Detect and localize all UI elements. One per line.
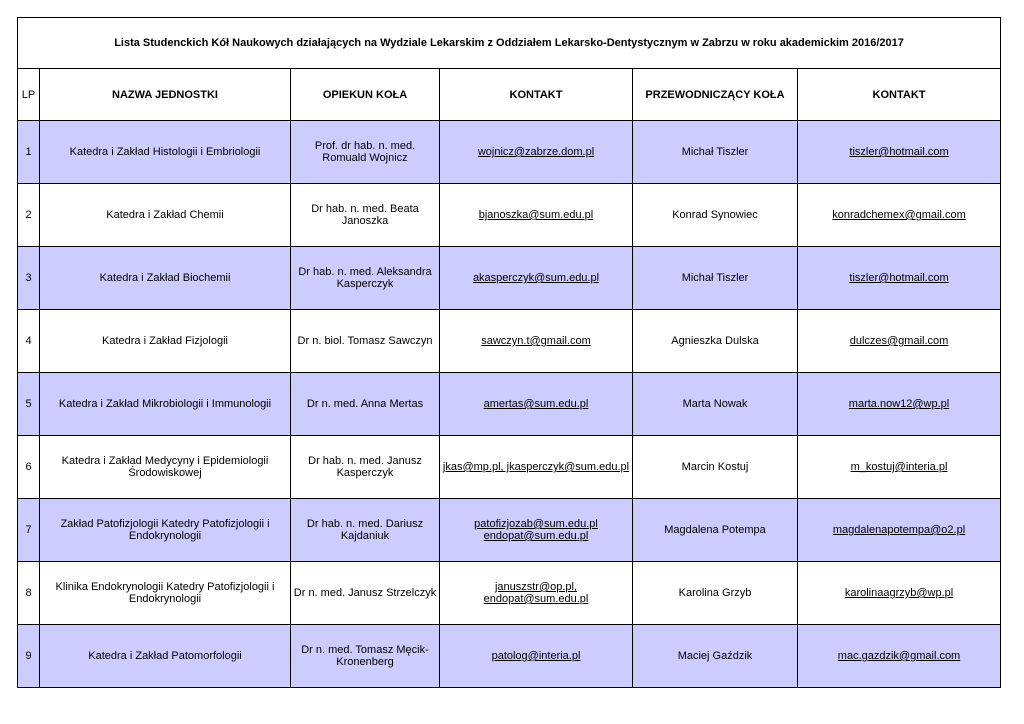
- supervisor-name-cell: [291, 247, 440, 310]
- unit-name-cell: [40, 436, 291, 499]
- supervisor-name-cell: [291, 121, 440, 184]
- unit-name-cell: [40, 310, 291, 373]
- table-row: [18, 121, 1001, 184]
- supervisor-email-link[interactable]: patolog@interia.pl: [491, 650, 581, 662]
- supervisor-email-link-cell: [440, 373, 633, 436]
- supervisor-name: Dr n. biol. Tomasz Sawczyn: [297, 335, 433, 347]
- header-row: [18, 69, 1001, 121]
- supervisor-name: Dr hab. n. med. Janusz Kasperczyk: [308, 455, 422, 479]
- unit-name-cell: [40, 373, 291, 436]
- row-number-cell: [18, 562, 40, 625]
- chair-email-link-cell: [798, 310, 1001, 373]
- supervisor-name-cell: [291, 310, 440, 373]
- row-number-cell: [18, 625, 40, 688]
- chair-email-link[interactable]: tiszler@hotmail.com: [849, 272, 949, 284]
- chair-name: Michał Tiszler: [681, 272, 749, 284]
- unit-name: Katedra i Zakład Chemii: [106, 209, 224, 221]
- chair-name: Maciej Gaździk: [677, 650, 753, 662]
- unit-name: Katedra i Zakład Fizjologii: [102, 335, 228, 347]
- row-number-cell: [18, 373, 40, 436]
- unit-name: Katedra i Zakład Biochemii: [99, 272, 231, 284]
- supervisor-email-link-cell: [440, 247, 633, 310]
- unit-name: Klinika Endokrynologii Katedry Patofizjologii i Endokrynologii: [55, 581, 275, 605]
- row-number-cell: [18, 121, 40, 184]
- chair-email-link-cell: [798, 373, 1001, 436]
- supervisor-name: Dr hab. n. med. Aleksandra Kasperczyk: [298, 266, 432, 290]
- supervisor-email-link[interactable]: sawczyn.t@gmail.com: [481, 335, 591, 347]
- chair-name-cell: [633, 310, 798, 373]
- unit-name-cell: [40, 247, 291, 310]
- header-chair: PRZEWODNICZĄCY KOŁA: [633, 69, 798, 121]
- row-number: 9: [25, 650, 32, 662]
- chair-email-link[interactable]: m_kostuj@interia.pl: [850, 461, 948, 473]
- chair-email-link[interactable]: marta.now12@wp.pl: [848, 398, 950, 410]
- chair-email-link[interactable]: tiszler@hotmail.com: [849, 146, 949, 158]
- header-unit: NAZWA JEDNOSTKI: [40, 69, 291, 121]
- chair-email-link[interactable]: karolinaagrzyb@wp.pl: [844, 587, 954, 599]
- table-row: [18, 247, 1001, 310]
- table-row: [18, 562, 1001, 625]
- table-row: [18, 625, 1001, 688]
- supervisor-email-link[interactable]: patofizjozab@sum.edu.pl endopat@sum.edu.pl: [474, 518, 598, 542]
- supervisor-email-link[interactable]: akasperczyk@sum.edu.pl: [472, 272, 600, 284]
- chair-name-cell: [633, 247, 798, 310]
- table-row: [18, 310, 1001, 373]
- chair-name-cell: [633, 373, 798, 436]
- chair-email-link[interactable]: mac.gazdzik@gmail.com: [837, 650, 961, 662]
- supervisor-email-link-cell: [440, 499, 633, 562]
- chair-name-cell: [633, 184, 798, 247]
- supervisor-name: Prof. dr hab. n. med. Romuald Wojnicz: [314, 140, 416, 164]
- table-row: [18, 184, 1001, 247]
- chair-name: Konrad Synowiec: [672, 209, 758, 221]
- supervisor-name-cell: [291, 625, 440, 688]
- header-lp: LP: [18, 69, 40, 121]
- header-contact-supervisor: KONTAKT: [440, 69, 633, 121]
- table-row: [18, 373, 1001, 436]
- unit-name-cell: [40, 625, 291, 688]
- unit-name-cell: [40, 184, 291, 247]
- unit-name-cell: [40, 499, 291, 562]
- supervisor-name: Dr hab. n. med. Dariusz Kajdaniuk: [306, 518, 424, 542]
- chair-name: Magdalena Potempa: [664, 524, 766, 536]
- supervisor-email-link[interactable]: jkas@mp.pl, jkasperczyk@sum.edu.pl: [442, 461, 630, 473]
- chair-name-cell: [633, 436, 798, 499]
- chair-name: Marcin Kostuj: [681, 461, 749, 473]
- supervisor-name-cell: [291, 562, 440, 625]
- chair-email-link[interactable]: konradchemex@gmail.com: [832, 209, 966, 221]
- supervisor-name: Dr n. med. Anna Mertas: [306, 398, 424, 410]
- chair-email-link-cell: [798, 121, 1001, 184]
- supervisor-email-link-cell: [440, 436, 633, 499]
- row-number: 5: [25, 398, 32, 410]
- row-number: 8: [25, 587, 32, 599]
- supervisor-email-link-cell: [440, 625, 633, 688]
- supervisor-name: Dr n. med. Janusz Strzelczyk: [293, 587, 437, 599]
- chair-email-link-cell: [798, 247, 1001, 310]
- supervisor-name-cell: [291, 184, 440, 247]
- row-number: 4: [25, 335, 32, 347]
- header-supervisor: OPIEKUN KOŁA: [291, 69, 440, 121]
- row-number: 1: [25, 146, 32, 158]
- chair-name: Agnieszka Dulska: [671, 335, 759, 347]
- row-number-cell: [18, 247, 40, 310]
- unit-name-cell: [40, 121, 291, 184]
- chair-email-link-cell: [798, 562, 1001, 625]
- unit-name-cell: [40, 562, 291, 625]
- supervisor-email-link[interactable]: januszstr@op.pl, endopat@sum.edu.pl: [483, 581, 589, 605]
- unit-name: Katedra i Zakład Patomorfologii: [88, 650, 242, 662]
- supervisor-name-cell: [291, 499, 440, 562]
- supervisor-email-link-cell: [440, 562, 633, 625]
- student-circles-table: [17, 17, 1001, 688]
- supervisor-email-link-cell: [440, 310, 633, 373]
- chair-email-link-cell: [798, 184, 1001, 247]
- supervisor-name-cell: [291, 373, 440, 436]
- unit-name: Katedra i Zakład Mikrobiologii i Immunologii: [58, 398, 272, 410]
- table-row: [18, 436, 1001, 499]
- unit-name: Zakład Patofizjologii Katedry Patofizjologii i Endokrynologii: [60, 518, 270, 542]
- supervisor-email-link-cell: [440, 184, 633, 247]
- row-number: 2: [25, 209, 32, 221]
- supervisor-name: Dr n. med. Tomasz Męcik-Kronenberg: [301, 644, 429, 668]
- chair-name-cell: [633, 499, 798, 562]
- row-number-cell: [18, 499, 40, 562]
- chair-email-link-cell: [798, 625, 1001, 688]
- chair-name: Michał Tiszler: [681, 146, 749, 158]
- header-contact-chair: KONTAKT: [798, 69, 1001, 121]
- supervisor-email-link[interactable]: amertas@sum.edu.pl: [483, 398, 589, 410]
- chair-name-cell: [633, 625, 798, 688]
- table-title: Lista Studenckich Kół Naukowych działających na Wydziale Lekarskim z Oddziałem Lekarsko-Dentystycznym w Zabrzu w roku akademickim 2016/2017: [18, 18, 1001, 69]
- chair-name-cell: [633, 121, 798, 184]
- supervisor-email-link[interactable]: bjanoszka@sum.edu.pl: [478, 209, 594, 221]
- chair-email-link[interactable]: magdalenapotempa@o2.pl: [832, 524, 966, 536]
- title-row: [18, 18, 1001, 69]
- unit-name: Katedra i Zakład Medycyny i Epidemiologii Środowiskowej: [61, 455, 269, 479]
- supervisor-name-cell: [291, 436, 440, 499]
- chair-name: Karolina Grzyb: [678, 587, 752, 599]
- supervisor-email-link[interactable]: wojnicz@zabrze.dom.pl: [477, 146, 595, 158]
- row-number-cell: [18, 310, 40, 373]
- chair-email-link[interactable]: dulczes@gmail.com: [849, 335, 949, 347]
- row-number-cell: [18, 436, 40, 499]
- chair-email-link-cell: [798, 499, 1001, 562]
- row-number-cell: [18, 184, 40, 247]
- chair-name: Marta Nowak: [682, 398, 748, 410]
- table-row: [18, 499, 1001, 562]
- unit-name: Katedra i Zakład Histologii i Embriologii: [69, 146, 261, 158]
- chair-name-cell: [633, 562, 798, 625]
- supervisor-email-link-cell: [440, 121, 633, 184]
- row-number: 3: [25, 272, 32, 284]
- row-number: 7: [25, 524, 32, 536]
- supervisor-name: Dr hab. n. med. Beata Janoszka: [311, 203, 419, 227]
- chair-email-link-cell: [798, 436, 1001, 499]
- row-number: 6: [25, 461, 32, 473]
